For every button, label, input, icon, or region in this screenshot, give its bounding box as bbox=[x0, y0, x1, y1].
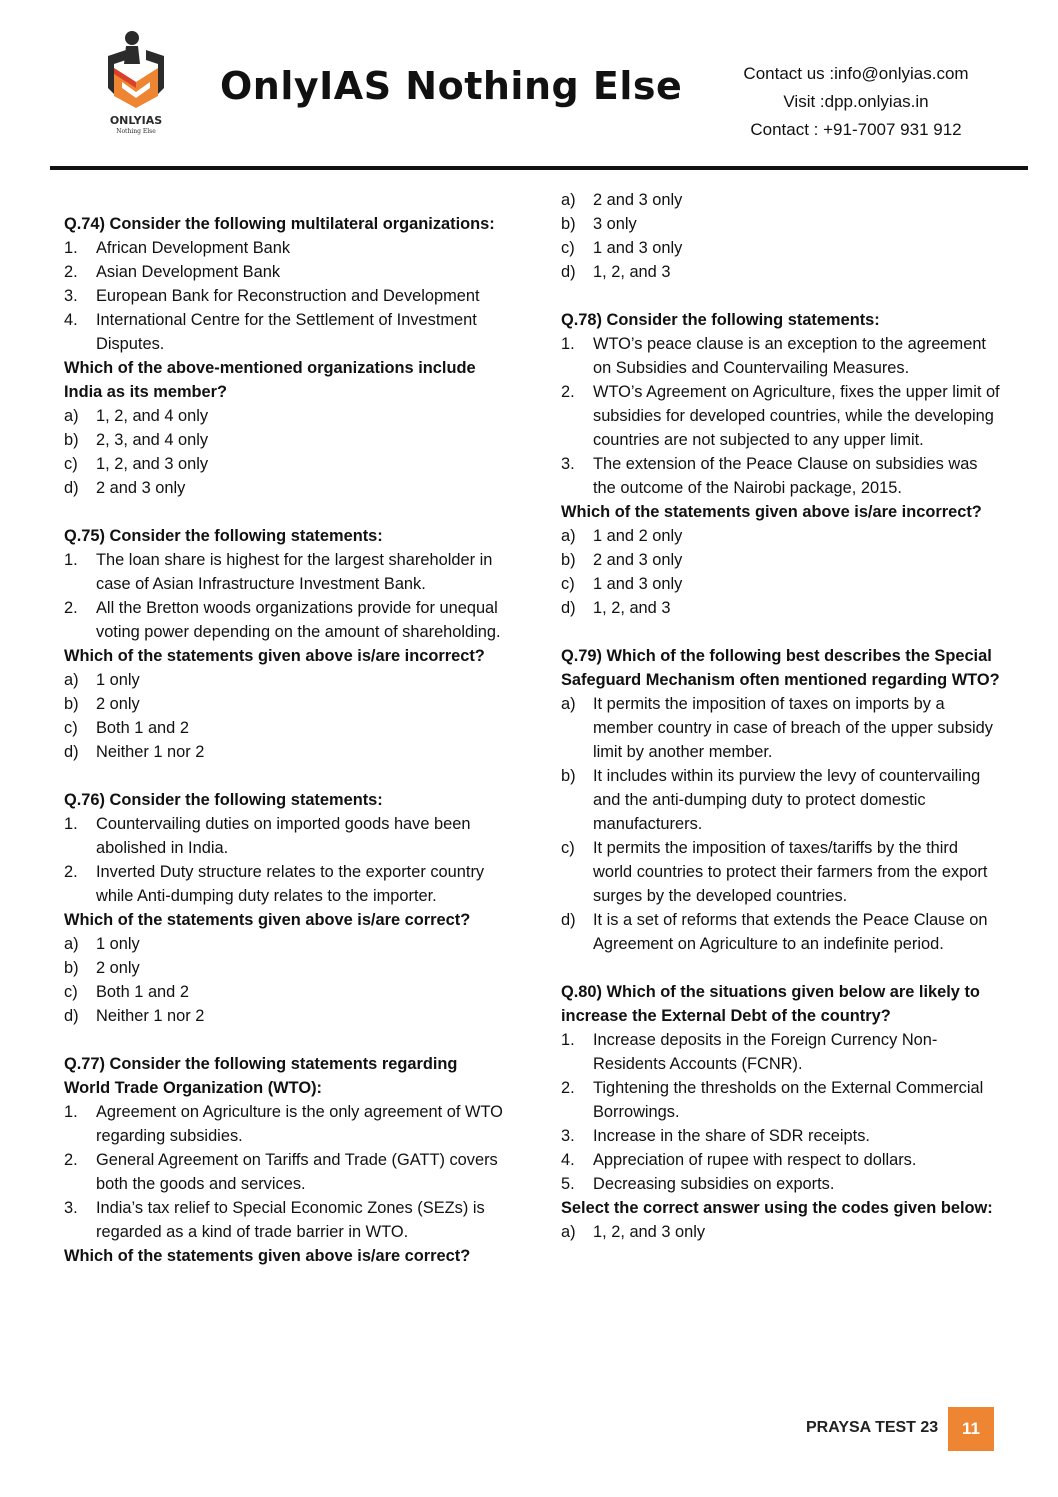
option-text: 1, 2, and 3 bbox=[593, 599, 671, 617]
option-text: Neither 1 nor 2 bbox=[96, 743, 205, 761]
answer-option bbox=[64, 476, 506, 500]
option-marker: a) bbox=[561, 1223, 576, 1241]
item-marker: 2. bbox=[561, 383, 575, 401]
option-text: Both 1 and 2 bbox=[96, 983, 189, 1001]
contact-phone: Contact : +91-7007 931 912 bbox=[750, 120, 962, 139]
logo-wordmark: ONLYIAS bbox=[109, 114, 163, 127]
statement-item bbox=[64, 260, 506, 284]
question-title: Q.78) Consider the following statements: bbox=[561, 311, 880, 329]
option-marker: b) bbox=[64, 431, 79, 449]
option-marker: d) bbox=[64, 743, 79, 761]
statement-item bbox=[561, 1076, 1001, 1124]
answer-option bbox=[561, 548, 1001, 572]
question-76 bbox=[64, 788, 506, 1028]
option-marker: a) bbox=[561, 527, 576, 545]
option-marker: a) bbox=[561, 191, 576, 209]
option-marker: c) bbox=[561, 575, 575, 593]
statement-item bbox=[64, 812, 506, 860]
item-marker: 2. bbox=[64, 863, 78, 881]
answer-option bbox=[561, 260, 1001, 284]
question-title: Q.76) Consider the following statements: bbox=[64, 791, 383, 809]
question-title: Q.75) Consider the following statements: bbox=[64, 527, 383, 545]
statement-item bbox=[64, 596, 506, 644]
item-marker: 1. bbox=[561, 335, 575, 353]
option-marker: d) bbox=[561, 911, 576, 929]
question-prompt: Which of the statements given above is/are incorrect? bbox=[64, 647, 485, 665]
answer-option bbox=[64, 980, 506, 1004]
statement-item bbox=[561, 332, 1001, 380]
option-marker: c) bbox=[64, 719, 78, 737]
question-prompt: Select the correct answer using the codes given below: bbox=[561, 1199, 993, 1217]
contact-email: Contact us :info@onlyias.com bbox=[743, 64, 969, 83]
option-text: It includes within its purview the levy of countervailing and the anti-dumping duty to protect domestic manufacturers. bbox=[593, 767, 981, 833]
item-marker: 2. bbox=[64, 1151, 78, 1169]
option-text: Neither 1 nor 2 bbox=[96, 1007, 205, 1025]
statement-item bbox=[561, 1028, 1001, 1076]
option-marker: b) bbox=[561, 767, 576, 785]
option-text: 3 only bbox=[593, 215, 637, 233]
brand-title: OnlyIAS Nothing Else bbox=[220, 64, 683, 108]
logo-tagline: Nothing Else bbox=[116, 128, 156, 135]
option-text: 1 only bbox=[96, 671, 140, 689]
item-text: International Centre for the Settlement of Investment Disputes. bbox=[96, 311, 477, 353]
item-text: India’s tax relief to Special Economic Zones (SEZs) is regarded as a kind of trade barrier in WTO. bbox=[96, 1199, 485, 1241]
question-79 bbox=[561, 644, 1001, 956]
item-marker: 2. bbox=[561, 1079, 575, 1097]
option-marker: a) bbox=[64, 407, 79, 425]
option-marker: b) bbox=[561, 215, 576, 233]
answer-option bbox=[64, 692, 506, 716]
option-marker: c) bbox=[64, 983, 78, 1001]
answer-option bbox=[64, 716, 506, 740]
question-title: Q.77) Consider the following statements regarding World Trade Organization (WTO): bbox=[64, 1055, 458, 1097]
footer-test-name: PRAYSA TEST 23 bbox=[806, 1419, 939, 1436]
statement-item bbox=[64, 1148, 506, 1196]
question-75 bbox=[64, 524, 506, 764]
option-text: It permits the imposition of taxes on imports by a member country in case of breach of the upper subsidy limit by another member. bbox=[593, 695, 993, 761]
item-marker: 2. bbox=[64, 599, 78, 617]
question-prompt: Which of the statements given above is/are correct? bbox=[64, 911, 471, 929]
answer-option bbox=[561, 188, 1001, 212]
page-header bbox=[0, 0, 1058, 175]
option-marker: b) bbox=[64, 695, 79, 713]
question-title: Q.79) Which of the following best describes the Special Safeguard Mechanism often mentioned regarding WTO? bbox=[561, 647, 1000, 689]
answer-option bbox=[561, 836, 1001, 908]
option-marker: d) bbox=[561, 263, 576, 281]
answer-option bbox=[561, 572, 1001, 596]
item-text: Decreasing subsidies on exports. bbox=[593, 1175, 835, 1193]
option-marker: c) bbox=[64, 455, 78, 473]
onlyias-logo bbox=[100, 30, 172, 136]
option-marker: a) bbox=[64, 671, 79, 689]
question-prompt: Which of the statements given above is/are correct? bbox=[64, 1247, 471, 1265]
question-77 bbox=[64, 1052, 506, 1268]
question-77-options bbox=[561, 188, 1001, 284]
option-marker: d) bbox=[561, 599, 576, 617]
option-marker: c) bbox=[561, 239, 575, 257]
answer-option bbox=[561, 236, 1001, 260]
answer-option bbox=[64, 740, 506, 764]
answer-option bbox=[561, 692, 1001, 764]
option-text: It is a set of reforms that extends the Peace Clause on Agreement on Agriculture to an indefinite period. bbox=[593, 911, 988, 953]
option-marker: a) bbox=[64, 935, 79, 953]
statement-item bbox=[561, 1124, 1001, 1148]
option-marker: c) bbox=[561, 839, 575, 857]
answer-option bbox=[64, 404, 506, 428]
option-text: 2 and 3 only bbox=[593, 191, 683, 209]
statement-item bbox=[64, 1196, 506, 1244]
question-title: Q.74) Consider the following multilateral organizations: bbox=[64, 215, 495, 233]
answer-option bbox=[561, 596, 1001, 620]
item-marker: 1. bbox=[64, 815, 78, 833]
item-marker: 3. bbox=[64, 287, 78, 305]
answer-option bbox=[64, 1004, 506, 1028]
question-prompt: Which of the above-mentioned organizations include India as its member? bbox=[64, 359, 476, 401]
item-text: Tightening the thresholds on the External Commercial Borrowings. bbox=[593, 1079, 984, 1121]
item-marker: 2. bbox=[64, 263, 78, 281]
option-text: 1 and 3 only bbox=[593, 239, 683, 257]
item-marker: 3. bbox=[561, 455, 575, 473]
question-74 bbox=[64, 212, 506, 500]
option-text: 2 only bbox=[96, 695, 140, 713]
item-text: Increase in the share of SDR receipts. bbox=[593, 1127, 870, 1145]
option-text: It permits the imposition of taxes/tariffs by the third world countries to protect their farmers from the export surges by the developed countries. bbox=[593, 839, 988, 905]
item-text: African Development Bank bbox=[96, 239, 291, 257]
option-text: 1, 2, and 4 only bbox=[96, 407, 209, 425]
statement-item bbox=[561, 380, 1001, 452]
item-text: General Agreement on Tariffs and Trade (GATT) covers both the goods and services. bbox=[96, 1151, 498, 1193]
item-text: The extension of the Peace Clause on subsidies was the outcome of the Nairobi package, 2015. bbox=[593, 455, 978, 497]
statement-item bbox=[64, 284, 506, 308]
answer-option bbox=[561, 212, 1001, 236]
contact-website: Visit :dpp.onlyias.in bbox=[783, 92, 929, 111]
item-marker: 1. bbox=[561, 1031, 575, 1049]
option-text: 2 and 3 only bbox=[593, 551, 683, 569]
question-80 bbox=[561, 980, 1001, 1244]
item-marker: 4. bbox=[561, 1151, 575, 1169]
option-text: 1, 2, and 3 only bbox=[593, 1223, 706, 1241]
item-marker: 1. bbox=[64, 551, 78, 569]
item-marker: 4. bbox=[64, 311, 78, 329]
option-marker: b) bbox=[561, 551, 576, 569]
contact-block bbox=[686, 60, 1026, 144]
option-text: Both 1 and 2 bbox=[96, 719, 189, 737]
item-text: WTO’s Agreement on Agriculture, fixes the upper limit of subsidies for developed countries, while the developing countries are not subjected to any upper limit. bbox=[593, 383, 1000, 449]
item-marker: 3. bbox=[561, 1127, 575, 1145]
item-text: Appreciation of rupee with respect to dollars. bbox=[593, 1151, 917, 1169]
option-text: 1 and 2 only bbox=[593, 527, 683, 545]
option-marker: b) bbox=[64, 959, 79, 977]
item-text: The loan share is highest for the largest shareholder in case of Asian Infrastructure Investment Bank. bbox=[96, 551, 493, 593]
question-title: Q.80) Which of the situations given below are likely to increase the External Debt of the country? bbox=[561, 983, 980, 1025]
option-text: 2 only bbox=[96, 959, 140, 977]
answer-option bbox=[561, 524, 1001, 548]
statement-item bbox=[64, 860, 506, 908]
item-text: Inverted Duty structure relates to the exporter country while Anti-dumping duty relates to the importer. bbox=[96, 863, 485, 905]
answer-option bbox=[561, 764, 1001, 836]
option-text: 2, 3, and 4 only bbox=[96, 431, 209, 449]
answer-option bbox=[64, 428, 506, 452]
option-marker: d) bbox=[64, 1007, 79, 1025]
answer-option bbox=[64, 932, 506, 956]
option-text: 1, 2, and 3 only bbox=[96, 455, 209, 473]
option-text: 1, 2, and 3 bbox=[593, 263, 671, 281]
item-marker: 1. bbox=[64, 239, 78, 257]
statement-item bbox=[64, 1100, 506, 1148]
statement-item bbox=[561, 1172, 1001, 1196]
item-text: Asian Development Bank bbox=[96, 263, 281, 281]
answer-option bbox=[64, 956, 506, 980]
answer-option bbox=[561, 1220, 1001, 1244]
option-text: 1 only bbox=[96, 935, 140, 953]
option-text: 2 and 3 only bbox=[96, 479, 186, 497]
answer-option bbox=[561, 908, 1001, 956]
item-text: Countervailing duties on imported goods have been abolished in India. bbox=[96, 815, 471, 857]
question-78 bbox=[561, 308, 1001, 620]
item-text: Increase deposits in the Foreign Currency Non-Residents Accounts (FCNR). bbox=[593, 1031, 938, 1073]
item-marker: 3. bbox=[64, 1199, 78, 1217]
right-column bbox=[561, 188, 1001, 1268]
item-text: WTO’s peace clause is an exception to the agreement on Subsidies and Countervailing Measures. bbox=[593, 335, 986, 377]
statement-item bbox=[64, 308, 506, 356]
option-marker: a) bbox=[561, 695, 576, 713]
left-column bbox=[64, 212, 506, 1292]
item-marker: 5. bbox=[561, 1175, 575, 1193]
item-text: European Bank for Reconstruction and Development bbox=[96, 287, 480, 305]
statement-item bbox=[561, 452, 1001, 500]
option-marker: d) bbox=[64, 479, 79, 497]
option-text: 1 and 3 only bbox=[593, 575, 683, 593]
item-marker: 1. bbox=[64, 1103, 78, 1121]
header-divider bbox=[50, 166, 1028, 170]
page-number-badge: 11 bbox=[948, 1407, 994, 1451]
answer-option bbox=[64, 668, 506, 692]
statement-item bbox=[561, 1148, 1001, 1172]
item-text: Agreement on Agriculture is the only agreement of WTO regarding subsidies. bbox=[96, 1103, 503, 1145]
item-text: All the Bretton woods organizations provide for unequal voting power depending on the amount of shareholding. bbox=[96, 599, 501, 641]
answer-option bbox=[64, 452, 506, 476]
question-prompt: Which of the statements given above is/are incorrect? bbox=[561, 503, 982, 521]
statement-item bbox=[64, 236, 506, 260]
statement-item bbox=[64, 548, 506, 596]
